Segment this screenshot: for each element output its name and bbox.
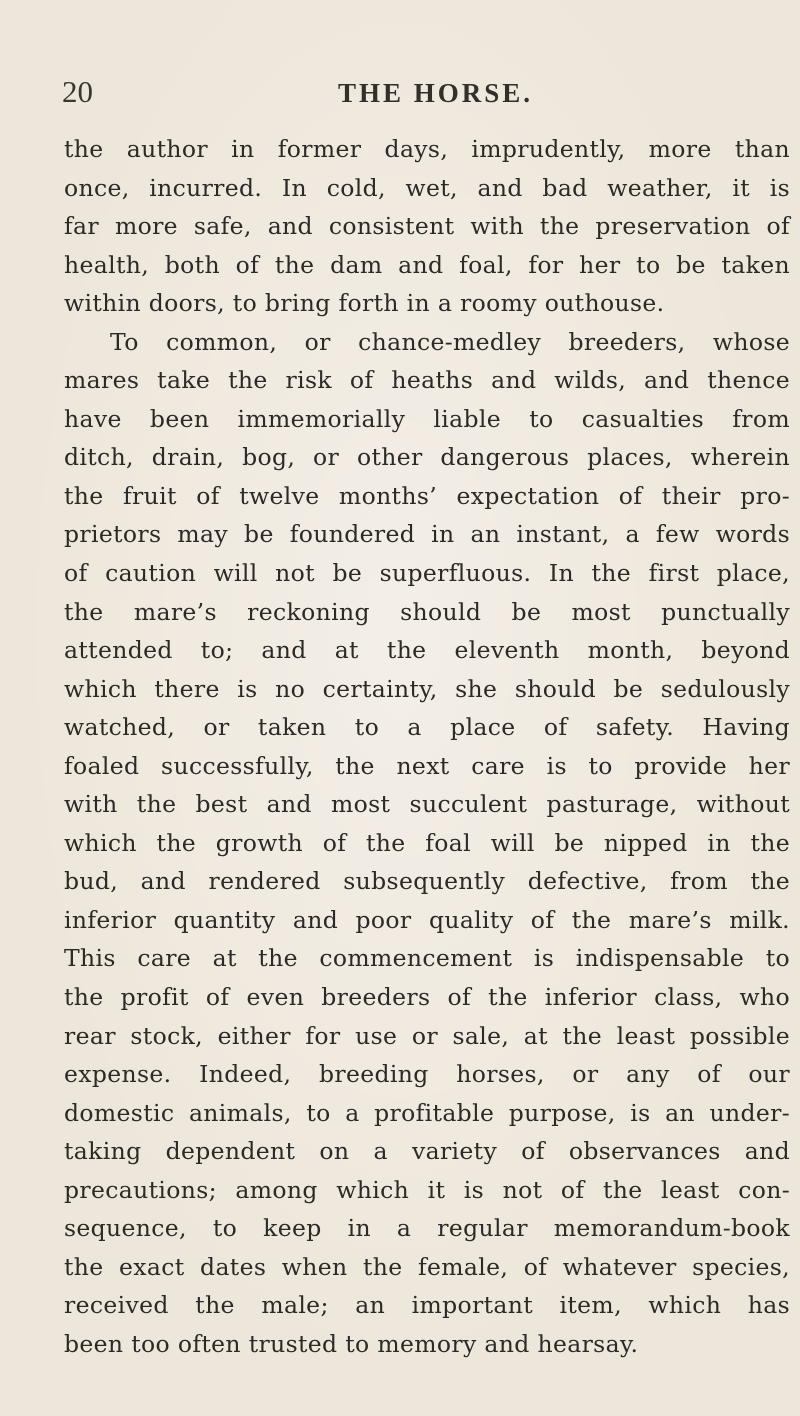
page-number: 20 (62, 74, 93, 109)
text-line: the profit of even breeders of the inferior class, who (64, 983, 790, 1012)
text-line: health, both of the dam and foal, for her to be taken (64, 250, 790, 279)
text-line: watched, or taken to a place of safety. Having (64, 713, 790, 742)
text-line: mares take the risk of heaths and wilds, and thence (64, 366, 790, 395)
text-line: inferior quantity and poor quality of the mare’s milk. (64, 905, 790, 934)
text-line: foaled successfully, the next care is to provide her (64, 751, 790, 780)
text-line: prietors may be foundered in an instant, a few words (64, 520, 790, 549)
text-line: with the best and most succulent pasturage, without (64, 790, 790, 819)
text-line: which there is no certainty, she should be sedulously (64, 674, 790, 703)
running-head (62, 74, 782, 114)
text-line: far more safe, and consistent with the preservation of (64, 212, 790, 241)
text-line: precautions; among which it is not of the least con- (64, 1175, 790, 1204)
text-line: have been immemorially liable to casualties from (64, 404, 790, 433)
text-line: domestic animals, to a profitable purpose, is an under- (64, 1098, 790, 1127)
text-line: received the male; an important item, which has (64, 1291, 790, 1320)
running-title: THE HORSE. (338, 78, 534, 108)
text-line: the mare’s reckoning should be most punctually (64, 597, 790, 626)
text-line: of caution will not be superfluous. In the first place, (64, 559, 790, 588)
text-line: attended to; and at the eleventh month, beyond (64, 636, 790, 665)
text-line: been too often trusted to memory and hearsay. (64, 1329, 639, 1358)
text-line: the fruit of twelve months’ expectation of their pro- (64, 481, 790, 510)
text-line: taking dependent on a variety of observances and (64, 1137, 790, 1166)
text-line: sequence, to keep in a regular memorandum-book (64, 1214, 790, 1243)
text-line: expense. Indeed, breeding horses, or any of our (64, 1060, 790, 1089)
text-line: the author in former days, imprudently, more than (64, 135, 790, 163)
body-text (64, 130, 790, 1364)
text-line: which the growth of the foal will be nipped in the (64, 828, 790, 857)
text-line: the exact dates when the female, of whatever species, (64, 1252, 790, 1281)
text-line: ditch, drain, bog, or other dangerous places, wherein (64, 443, 790, 472)
text-line: once, incurred. In cold, wet, and bad weather, it is (64, 173, 790, 202)
text-line: To common, or chance-medley breeders, whose (110, 327, 790, 356)
text-line: This care at the commencement is indispensable to (64, 944, 790, 973)
text-line: rear stock, either for use or sale, at the least possible (64, 1021, 790, 1050)
text-line: within doors, to bring forth in a roomy outhouse. (64, 289, 665, 318)
text-line: bud, and rendered subsequently defective, from the (64, 867, 790, 896)
